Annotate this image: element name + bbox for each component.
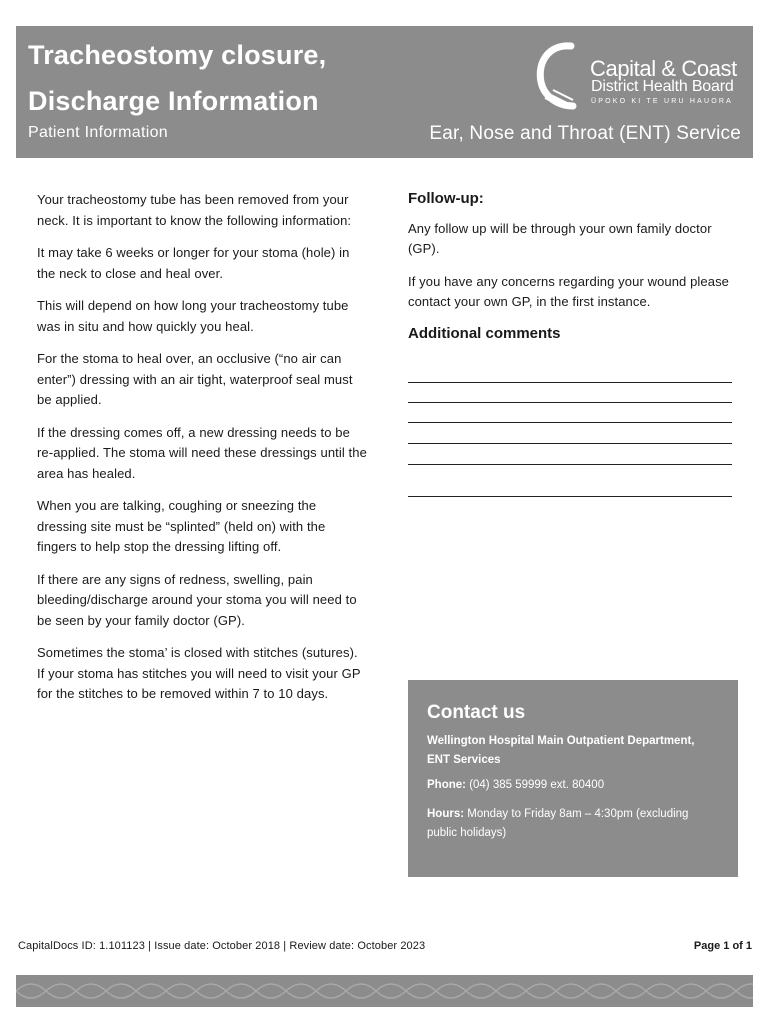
paragraph: When you are talking, coughing or sneezing the dressing site must be “splinted” (held on) with the fingers to help stop the dressing lifting off. [37, 498, 326, 554]
organisation-maori-name: ŪPOKO KI TE URU HAUORA [591, 98, 734, 105]
paragraph: For the stoma to heal over, an occlusive (“no air can enter”) dressing with an air tight, waterproof seal must be applied. [37, 351, 353, 407]
body-left-column [37, 190, 367, 717]
contact-hours [427, 805, 720, 843]
organisation-name: Capital & Coast [590, 56, 737, 81]
document-metadata: CapitalDocs ID: 1.101123 | Issue date: October 2018 | Review date: October 2023 [18, 940, 426, 952]
hours-label: Hours: [427, 808, 465, 820]
contact-phone [427, 776, 720, 795]
organisation-logo [531, 40, 746, 110]
body-right-column [408, 190, 738, 354]
comment-line [408, 402, 732, 403]
page-title-line1: Tracheostomy closure, [28, 40, 327, 70]
followup-paragraph: If you have any concerns regarding your wound please contact your own GP, in the first instance. [408, 274, 730, 309]
paragraph: Your tracheostomy tube has been removed from your neck. It is important to know the following information: [37, 192, 352, 228]
followup-paragraph: Any follow up will be through your own family doctor (GP). [408, 221, 712, 256]
contact-box [408, 680, 738, 877]
page-title [28, 32, 448, 124]
contact-location: Wellington Hospital Main Outpatient Department, ENT Services [427, 735, 695, 766]
paragraph: This will depend on how long your tracheostomy tube was in situ and how quickly you heal. [37, 298, 349, 334]
contact-heading: Contact us [427, 702, 526, 723]
comment-line [408, 443, 732, 444]
comment-line [408, 382, 732, 383]
hours-value: Monday to Friday 8am – 4:30pm (excluding public holidays) [427, 808, 689, 839]
comment-line [408, 496, 732, 497]
service-name: Ear, Nose and Throat (ENT) Service [429, 123, 741, 144]
paragraph: It may take 6 weeks or longer for your stoma (hole) in the neck to close and heal over. [37, 245, 350, 281]
decorative-footer-band [16, 975, 753, 1007]
paragraph: Sometimes the stoma’ is closed with stitches (sutures). If your stoma has stitches you will need to visit your GP for the stitches to be removed within 7 to 10 days. [37, 645, 361, 701]
header-banner [16, 26, 753, 158]
koru-logo-icon [531, 40, 587, 110]
organisation-subname: District Health Board [591, 78, 734, 95]
pattern-decoration-icon [16, 975, 753, 1007]
comment-line [408, 422, 732, 423]
phone-value: (04) 385 59999 ext. 80400 [469, 779, 605, 791]
paragraph: If there are any signs of redness, swelling, pain bleeding/discharge around your stoma you will need to be seen by your family doctor (GP). [37, 571, 357, 628]
comments-heading: Additional comments [408, 325, 561, 342]
paragraph: If the dressing comes off, a new dressing needs to be re-applied. The stoma will need these dressings until the area has healed. [37, 424, 367, 481]
page-subtitle: Patient Information [28, 124, 168, 141]
comment-line [408, 464, 732, 465]
page-title-line2: Discharge Information [28, 86, 319, 116]
phone-label: Phone: [427, 779, 466, 791]
page-number: Page 1 of 1 [693, 940, 752, 952]
followup-heading: Follow-up: [408, 190, 484, 207]
